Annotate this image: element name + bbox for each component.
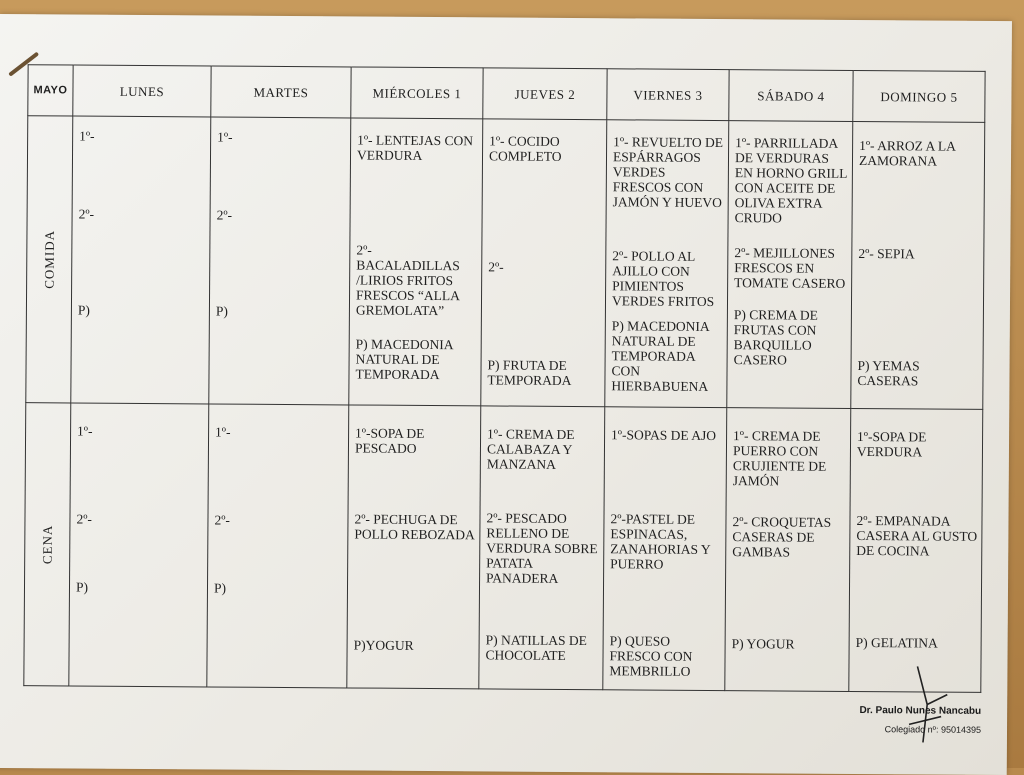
dessert: P) NATILLAS DE CHOCOLATE (485, 632, 587, 663)
second-course: 2º- (214, 512, 230, 528)
dessert: P) QUESO FRESCO CON MEMBRILLO (609, 633, 693, 679)
second-course: 2º- (76, 511, 92, 527)
month-header: MAYO (28, 65, 73, 116)
menu-cell (209, 117, 351, 405)
header-row (28, 65, 985, 123)
cena-row (24, 403, 983, 693)
comida-row (26, 116, 985, 410)
second-course: 2º- EMPANADA CASERA AL GUSTO DE COCINA (856, 512, 978, 559)
day-header: MARTES (211, 66, 351, 118)
first-course: 1º-SOPA DE VERDURA (856, 428, 927, 460)
second-course: 2º-PASTEL DE ESPINACAS, ZANAHORIAS Y PUERRO (610, 511, 711, 572)
menu-cell (603, 407, 727, 691)
menu-sheet (0, 14, 1012, 775)
first-course: 1º- (215, 424, 231, 440)
menu-cell (479, 406, 605, 690)
dessert: P) (215, 303, 228, 319)
dessert: P) (75, 579, 89, 595)
menu-cell (605, 120, 729, 408)
menu-cell (207, 404, 349, 688)
signature-block (859, 705, 981, 735)
second-course: 2º- (78, 206, 95, 222)
first-course: 1º- CREMA DE PUERRO CON CRUJIENTE DE JAMÓN (732, 428, 827, 489)
second-course: 2º- (216, 207, 233, 223)
first-course: 1º- (79, 128, 95, 144)
day-header: SÁBADO 4 (729, 70, 853, 122)
second-course: 2º- SEPIA (858, 245, 915, 262)
first-course: 1º- REVUELTO DE ESPÁRRAGOS VERDES FRESCOS CON JAMÓN Y HUEVO (612, 134, 724, 211)
first-course: 1º- PARRILLADA DE VERDURAS EN HORNO GRILL CON ACEITE DE OLIVA EXTRA CRUDO (734, 135, 847, 226)
menu-cell (851, 121, 985, 409)
dessert: P) FRUTA DE TEMPORADA (487, 357, 572, 388)
menu-cell (347, 405, 481, 689)
weekly-menu-table (23, 64, 985, 693)
dessert: P) CREMA DE FRUTAS CON BARQUILLO CASERO (733, 307, 818, 368)
day-header: JUEVES 2 (483, 68, 607, 120)
second-course: 2º- (488, 259, 504, 275)
meal-label-comida: COMIDA (26, 116, 73, 403)
second-course: 2º- PESCADO RELLENO DE VERDURA SOBRE PATATA PANADERA (486, 510, 598, 586)
day-header: VIERNES 3 (607, 69, 729, 121)
first-course: 1º- COCIDO COMPLETO (488, 133, 562, 164)
dessert: P) MACEDONIA NATURAL DE TEMPORADA (355, 336, 453, 383)
first-course: 1º- LENTEJAS CON VERDURA (356, 132, 474, 163)
first-course: 1º-SOPAS DE AJO (611, 427, 717, 444)
second-course: 2º- PECHUGA DE POLLO REBOZADA (354, 511, 475, 543)
second-course: 2º- POLLO AL AJILLO CON PIMIENTOS VERDES FRITOS (611, 248, 715, 309)
dessert: P) MACEDONIA NATURAL DE TEMPORADA CON HIERBABUENA (611, 318, 710, 394)
dessert: P)YOGUR (353, 637, 414, 653)
menu-cell (69, 403, 209, 687)
meal-label-cena: CENA (24, 403, 71, 686)
second-course: 2º- MEJILLONES FRESCOS EN TOMATE CASERO (734, 245, 846, 291)
first-course: 1º- (77, 423, 93, 439)
day-header: LUNES (73, 65, 211, 117)
first-course: 1º-SOPA DE PESCADO (354, 425, 425, 456)
menu-cell (71, 116, 211, 404)
colegiado-number: Colegiado nº: 95014395 (884, 724, 982, 735)
first-course: 1º- (217, 129, 233, 145)
menu-cell (849, 408, 983, 692)
menu-cell (349, 118, 483, 406)
dessert: P) GELATINA (855, 634, 938, 651)
day-header: DOMINGO 5 (853, 70, 985, 122)
dessert: P) (77, 302, 91, 318)
dessert: P) YEMAS CASERAS (857, 357, 920, 389)
day-header: MIÉRCOLES 1 (351, 67, 483, 119)
first-course: 1º- ARROZ A LA ZAMORANA (858, 138, 956, 169)
dessert: P) (213, 580, 227, 596)
second-course: 2º- CROQUETAS CASERAS DE GAMBAS (732, 514, 832, 560)
menu-cell (727, 121, 853, 409)
dessert: P) YOGUR (731, 636, 795, 652)
second-course: 2º- BACALADILLAS /LIRIOS FRITOS FRESCOS “ALLA GREMOLATA” (355, 242, 460, 319)
first-course: 1º- CREMA DE CALABAZA Y MANZANA (486, 426, 575, 472)
doctor-name: Dr. Paulo Nunes Nancabu (859, 705, 982, 717)
menu-cell (481, 119, 607, 407)
menu-cell (725, 408, 851, 692)
